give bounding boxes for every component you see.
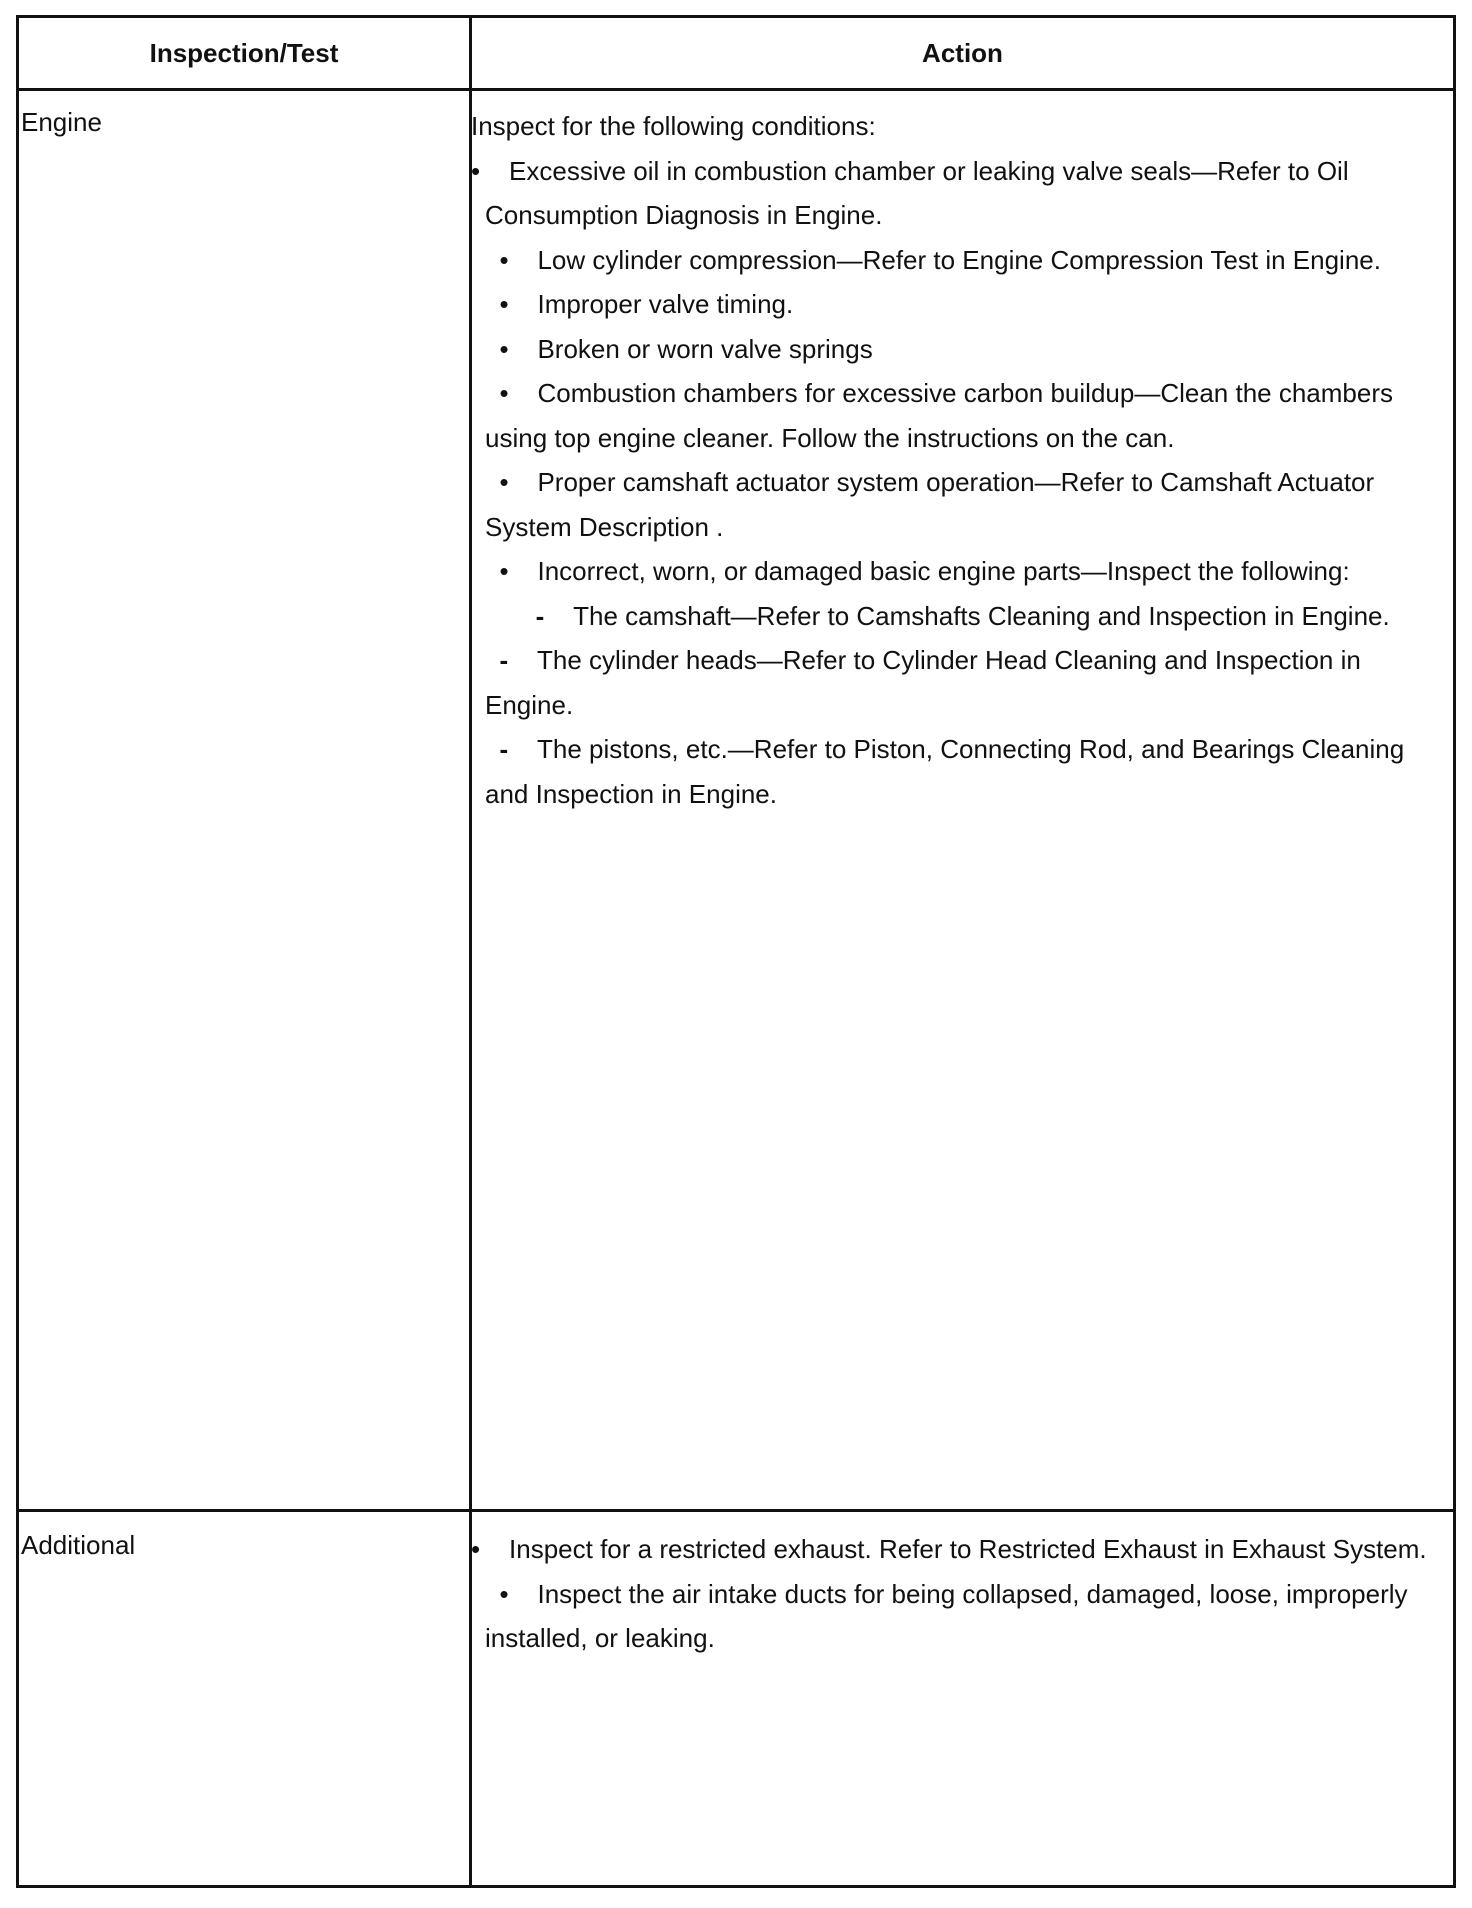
bullet-marker: •	[499, 1578, 509, 1609]
sub-list-item	[471, 638, 1443, 727]
list-item	[471, 282, 1443, 327]
list-item-text: Incorrect, worn, or damaged basic engine parts—Inspect the following:	[537, 556, 1350, 586]
list-item-text: Inspect for a restricted exhaust. Refer to Restricted Exhaust in Exhaust System.	[509, 1534, 1427, 1564]
list-item-text: Inspect the air intake ducts for being collapsed, damaged, loose, improperly installed, or leaking.	[485, 1578, 1408, 1653]
header-inspection-test: Inspection/Test	[149, 37, 339, 68]
row-engine-action	[471, 104, 1443, 816]
list-item	[471, 549, 1443, 594]
list-item	[471, 238, 1443, 283]
row-divider	[19, 1509, 1453, 1512]
bullet-marker: •	[499, 244, 509, 275]
bullet-marker: •	[471, 155, 481, 186]
list-item	[471, 149, 1443, 238]
list-item-text: The cylinder heads—Refer to Cylinder Head Cleaning and Inspection in Engine.	[485, 645, 1361, 720]
inspection-table	[16, 15, 1456, 1888]
list-item-text: The pistons, etc.—Refer to Piston, Connecting Rod, and Bearings Cleaning and Inspection in Engine.	[485, 734, 1405, 809]
bullet-marker: •	[499, 378, 509, 408]
list-item	[471, 371, 1443, 460]
bullet-marker: •	[471, 1534, 481, 1564]
action-intro: Inspect for the following conditions:	[471, 111, 876, 141]
dash-marker: -	[499, 734, 509, 764]
list-item-text: Broken or worn valve springs	[537, 333, 873, 364]
list-item-text: Proper camshaft actuator system operation—Refer to Camshaft Actuator System Description .	[485, 467, 1375, 542]
list-item	[471, 1527, 1443, 1572]
dash-marker: -	[499, 645, 509, 675]
sub-list-item	[471, 727, 1443, 816]
list-item-text: The camshaft—Refer to Camshafts Cleaning and Inspection in Engine.	[573, 600, 1390, 631]
bullet-marker: •	[499, 556, 509, 586]
list-item	[471, 1572, 1443, 1661]
list-item-text: Excessive oil in combustion chamber or leaking valve seals—Refer to Oil Consumption Diagnosis in Engine.	[485, 155, 1349, 230]
bullet-marker: •	[499, 333, 509, 364]
dash-marker: -	[535, 600, 545, 631]
list-item-text: Low cylinder compression—Refer to Engine Compression Test in Engine.	[537, 244, 1381, 275]
header-divider	[19, 88, 1453, 91]
bullet-marker: •	[499, 467, 509, 497]
row-engine-label: Engine	[21, 107, 102, 137]
row-additional-label: Additional	[21, 1530, 136, 1560]
sub-list-item	[471, 594, 1443, 639]
row-additional-action	[471, 1527, 1443, 1661]
header-action: Action	[922, 37, 1003, 68]
list-item	[471, 327, 1443, 372]
list-item-text: Improper valve timing.	[537, 289, 794, 319]
bullet-marker: •	[499, 289, 509, 319]
list-item-text: Combustion chambers for excessive carbon buildup—Clean the chambers using top engine cleaner. Follow the instructions on the can.	[485, 378, 1394, 453]
list-item	[471, 460, 1443, 549]
